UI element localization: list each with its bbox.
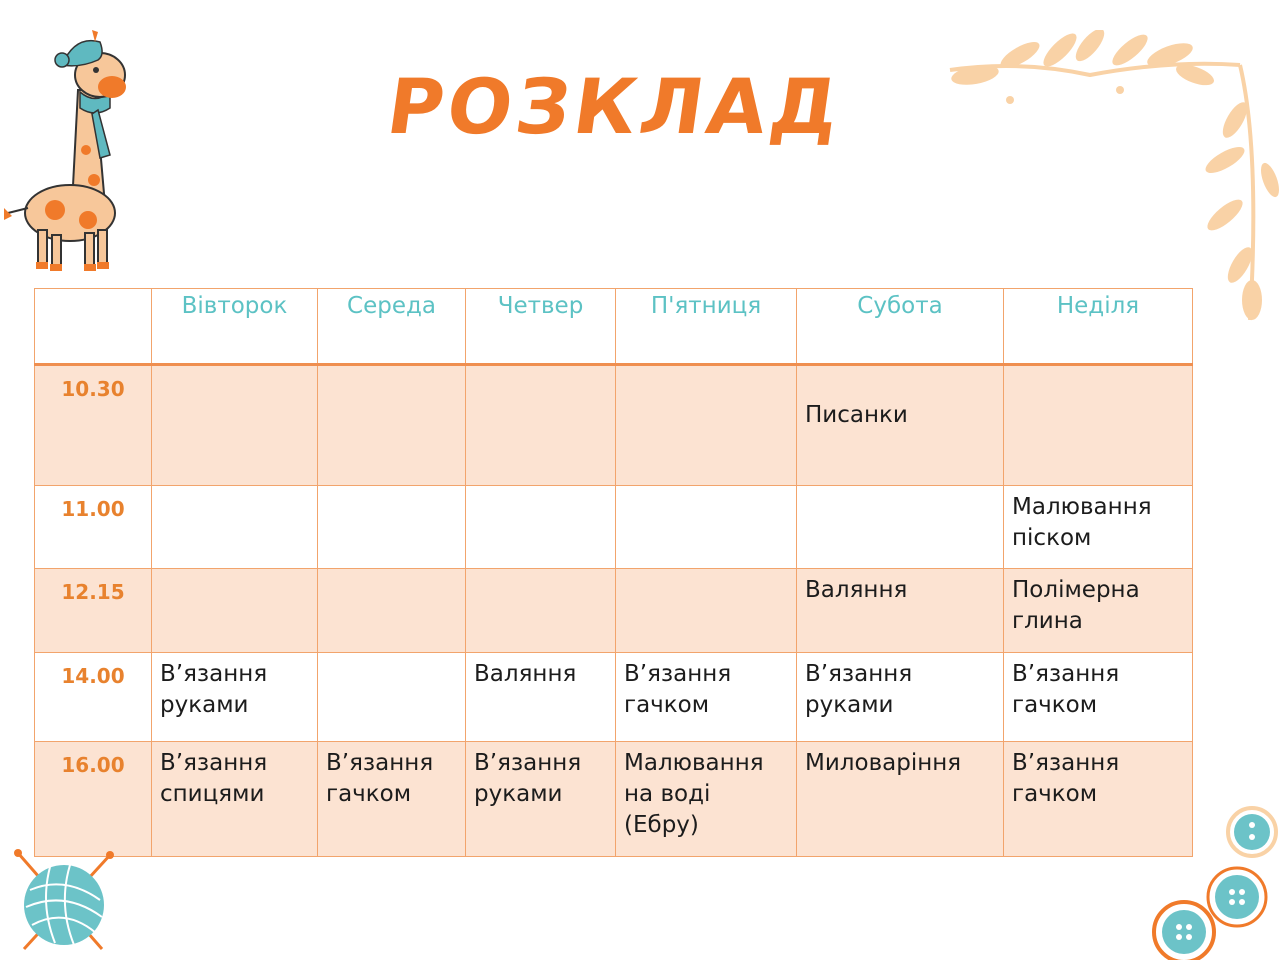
table-row xyxy=(35,653,1193,742)
button-icon xyxy=(1225,805,1280,860)
table-cell: В’язання руками xyxy=(152,653,318,742)
button-icon xyxy=(1150,898,1218,960)
page-title: РОЗКЛАД xyxy=(381,62,849,151)
table-cell: Валяння xyxy=(466,653,616,742)
time-cell: 10.30 xyxy=(35,365,152,486)
table-cell xyxy=(152,486,318,569)
table-header-row xyxy=(35,289,1193,365)
table-row xyxy=(35,365,1193,486)
table-cell: В’язання руками xyxy=(466,742,616,857)
table-cell: В’язання руками xyxy=(797,653,1004,742)
table-cell: В’язання гачком xyxy=(318,742,466,857)
giraffe-illustration xyxy=(0,30,140,275)
table-cell xyxy=(466,365,616,486)
table-cell: В’язання гачком xyxy=(1004,653,1193,742)
header-tuesday: Вівторок xyxy=(152,289,318,365)
table-cell xyxy=(616,486,797,569)
table-cell: Малювання піском xyxy=(1004,486,1193,569)
table-row xyxy=(35,742,1193,857)
header-empty xyxy=(35,289,152,365)
table-cell xyxy=(318,486,466,569)
table-cell: Писанки xyxy=(797,365,1004,486)
header-thursday: Четвер xyxy=(466,289,616,365)
table-cell: Полімерна глина xyxy=(1004,569,1193,653)
header-wednesday: Середа xyxy=(318,289,466,365)
table-cell xyxy=(318,653,466,742)
leaf-branch-illustration xyxy=(940,30,1280,330)
table-row xyxy=(35,569,1193,653)
table-cell: Малювання на воді (Ебру) xyxy=(616,742,797,857)
table-cell xyxy=(318,569,466,653)
time-cell: 11.00 xyxy=(35,486,152,569)
time-cell: 12.15 xyxy=(35,569,152,653)
table-cell: В’язання спицями xyxy=(152,742,318,857)
table-cell xyxy=(152,365,318,486)
header-sunday: Неділя xyxy=(1004,289,1193,365)
table-cell xyxy=(1004,365,1193,486)
table-cell xyxy=(797,486,1004,569)
table-cell xyxy=(152,569,318,653)
table-cell: В’язання гачком xyxy=(1004,742,1193,857)
time-cell: 16.00 xyxy=(35,742,152,857)
table-cell xyxy=(466,486,616,569)
table-cell: В’язання гачком xyxy=(616,653,797,742)
header-friday: П'ятниця xyxy=(616,289,797,365)
table-cell xyxy=(616,569,797,653)
yarn-ball-icon xyxy=(10,845,120,955)
table-cell: Миловаріння xyxy=(797,742,1004,857)
header-saturday: Субота xyxy=(797,289,1004,365)
schedule-table xyxy=(34,288,1193,857)
time-cell: 14.00 xyxy=(35,653,152,742)
table-cell xyxy=(318,365,466,486)
table-cell: Валяння xyxy=(797,569,1004,653)
table-cell xyxy=(466,569,616,653)
table-row xyxy=(35,486,1193,569)
table-cell xyxy=(616,365,797,486)
